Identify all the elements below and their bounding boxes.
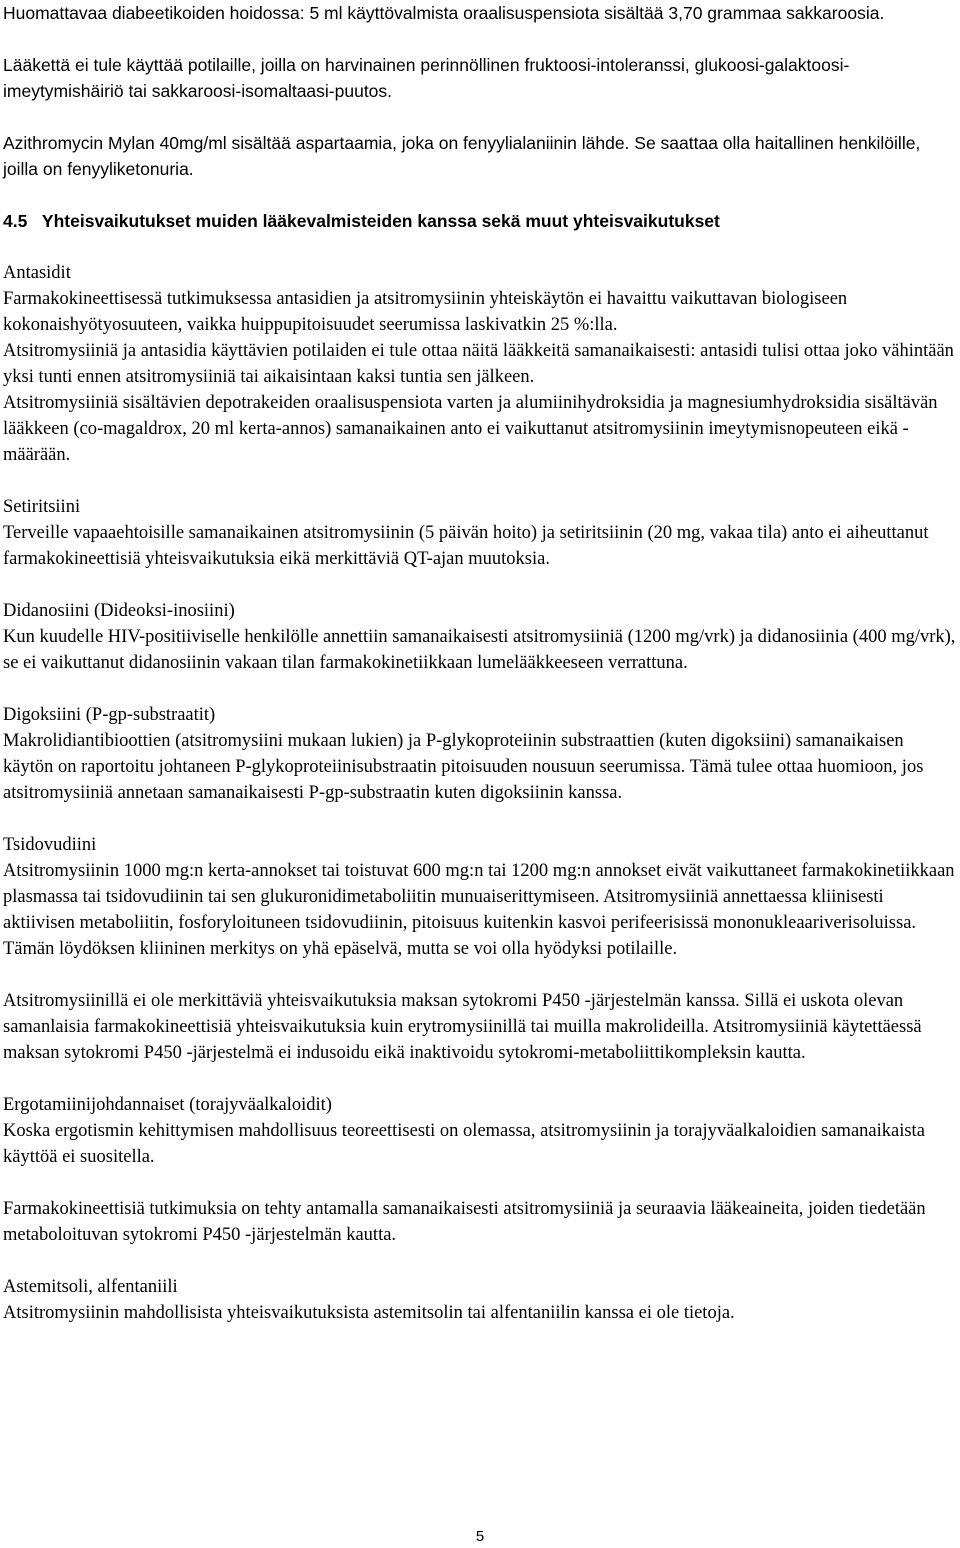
tsidovudiini-paragraph: Atsitromysiinin 1000 mg:n kerta-annokset tai toistuvat 600 mg:n tai 1200 mg:n annokset eivät vaikuttaneet farmakokinetiikkaan plasmassa tai tsidovudiinin tai sen glukuronidimetaboliitin munuaiserittymiseen. Atsitromysiiniä annettaessa kliinisesti aktiivisen metaboliitin, fosforyloituneen tsidovudiinin, pitoisuus kuitenkin kasvoi perifeerisissä mononukleaariverisoluissa. Tämän löydöksen kliininen merkitys on yhä epäselvä, mutta se voi olla hyödyksi potilaille. (3, 861, 955, 959)
sugar-warning-paragraph: Huomattavaa diabeetikoiden hoidossa: 5 ml käyttövalmista oraalisuspensiota sisältää 3,70 grammaa sakkaroosia. (3, 3, 885, 23)
didanosiini-heading: Didanosiini (Dideoksi-inosiini) (3, 601, 235, 621)
section-heading (3, 208, 957, 234)
section-title: Yhteisvaikutukset muiden lääkevalmisteiden kanssa sekä muut yhteisvaikutukset (41, 211, 720, 231)
tsidovudiini-heading: Tsidovudiini (3, 835, 97, 855)
aspartame-warning-paragraph: Azithromycin Mylan 40mg/ml sisältää aspartaamia, joka on fenyylialaniinin lähde. Se saattaa olla haitallinen henkilöille, joilla on fenyyliketonuria. (3, 133, 921, 179)
antasidit-paragraph-3: Atsitromysiiniä sisältävien depotrakeiden oraalisuspensiota varten ja alumiinihydroksidia ja magnesiumhydroksidia sisältävän lääkkeen (co-magaldrox, 20 ml kerta-annos) samanaikainen anto ei vaikuttanut atsitromysiinin imeytymisnopeuteen eikä -määrään. (3, 393, 938, 465)
antasidit-heading: Antasidit (3, 263, 71, 283)
p450-paragraph: Atsitromysiinillä ei ole merkittäviä yhteisvaikutuksia maksan sytokromi P450 -järjestelmän kanssa. Sillä ei uskota olevan samanlaisia farmakokineettisiä yhteisvaikutuksia kuin erytromysiinillä tai muilla makrolideilla. Atsitromysiiniä käytettäessä maksan sytokromi P450 -järjestelmä ei indusoidu eikä inaktivoidu sytokromi-metaboliittikompleksin kautta. (3, 991, 922, 1063)
page-number: 5 (475, 1528, 485, 1545)
setiritsiini-paragraph: Terveille vapaaehtoisille samanaikainen atsitromysiinin (5 päivän hoito) ja setiritsiinin (20 mg, vakaa tila) anto ei aiheuttanut farmakokineettisiä yhteisvaikutuksia eikä merkittäviä QT-ajan muutoksia. (3, 523, 929, 569)
setiritsiini-heading: Setiritsiini (3, 497, 81, 517)
digoksiini-heading: Digoksiini (P-gp-substraatit) (3, 705, 216, 725)
ergotamiini-paragraph: Koska ergotismin kehittymisen mahdollisuus teoreettisesti on olemassa, atsitromysiinin ja torajyväalkaloidien samanaikaista käyttöä ei suositella. (3, 1121, 925, 1167)
digoksiini-paragraph: Makrolidiantibioottien (atsitromysiini mukaan lukien) ja P-glykoproteiinin substraattien (kuten digoksiini) samanaikaisen käytön on raportoitu johtaneen P-glykoproteiinisubstraatin pitoisuuden nousuun seerumissa. Tämä tulee ottaa huomioon, jos atsitromysiiniä annetaan samanaikaisesti P-gp-substraatin kuten digoksiinin kanssa. (3, 731, 924, 803)
section-number: 4.5 (3, 211, 28, 231)
p450-studies-paragraph: Farmakokineettisiä tutkimuksia on tehty antamalla samanaikaisesti atsitromysiiniä ja seuraavia lääkeaineita, joiden tiedetään metaboloituvan sytokromi P450 -järjestelmän kautta. (3, 1199, 926, 1245)
astemitsoli-paragraph: Atsitromysiinin mahdollisista yhteisvaikutuksista astemitsolin tai alfentaniilin kanssa ei ole tietoja. (3, 1303, 735, 1323)
fructose-warning-paragraph: Lääkettä ei tule käyttää potilaille, joilla on harvinainen perinnöllinen fruktoosi-intoleranssi, glukoosi-galaktoosi-imeytymishäiriö tai sakkaroosi-isomaltaasi-puutos. (3, 55, 850, 101)
didanosiini-paragraph: Kun kuudelle HIV-positiiviselle henkilölle annettiin samanaikaisesti atsitromysiiniä (1200 mg/vrk) ja didanosiinia (400 mg/vrk), se ei vaikuttanut didanosiinin vakaan tilan farmakokinetiikkaan lumelääkkeeseen verrattuna. (3, 627, 956, 673)
astemitsoli-heading: Astemitsoli, alfentaniili (3, 1277, 178, 1297)
antasidit-paragraph-2: Atsitromysiiniä ja antasidia käyttävien potilaiden ei tule ottaa näitä lääkkeitä samanaikaisesti: antasidi tulisi ottaa joko vähintään yksi tunti ennen atsitromysiiniä tai aikaisintaan kaksi tuntia sen jälkeen. (3, 341, 954, 387)
antasidit-paragraph-1: Farmakokineettisessä tutkimuksessa antasidien ja atsitromysiinin yhteiskäytön ei havaittu vaikuttavan biologiseen kokonaishyötyosuuteen, vaikka huippupitoisuudet seerumissa laskivatkin 25 %:lla. (3, 289, 848, 335)
ergotamiini-heading: Ergotamiinijohdannaiset (torajyväalkaloidit) (3, 1095, 332, 1115)
document-page (3, 0, 957, 1326)
